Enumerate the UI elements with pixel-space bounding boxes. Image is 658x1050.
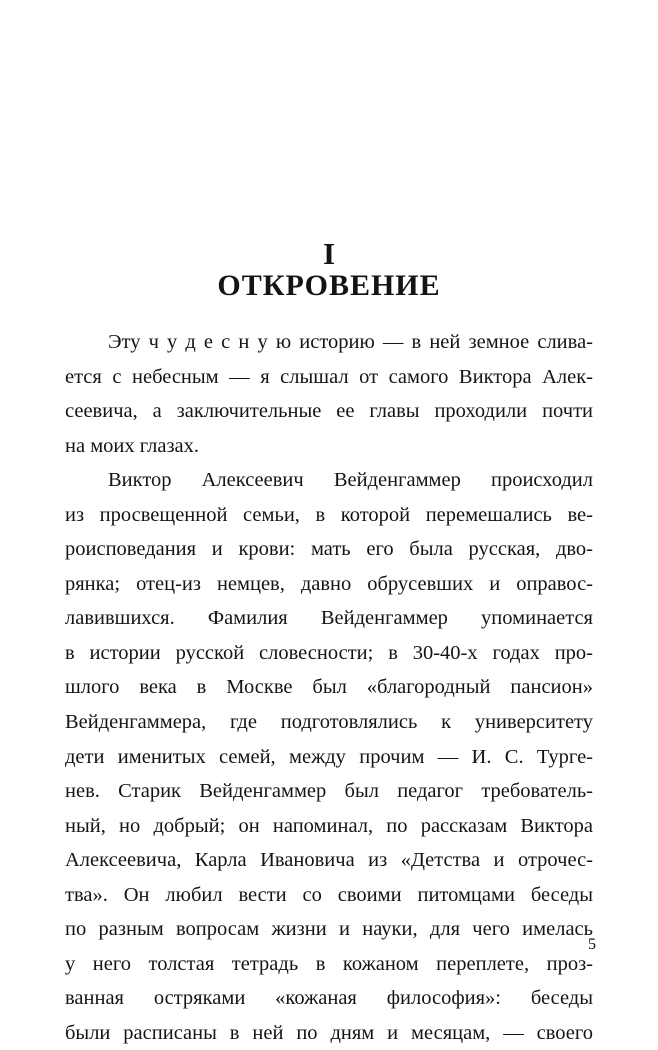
text-line: шлого века в Москве был «благородный пансион» (65, 676, 593, 699)
text-line: Виктор Алексеевич Вейденгаммер происходил (108, 469, 593, 492)
text-line: Эту ч у д е с н у ю историю — в ней земное слива- (108, 331, 593, 353)
chapter-title: ОТКРОВЕНИЕ (217, 269, 441, 302)
text-line: нев. Старик Вейденгаммер был педагог требователь- (65, 780, 593, 803)
text-line: из просвещенной семьи, в которой перемешались ве- (65, 503, 593, 526)
text-line: ный, но добрый; он напоминал, по рассказам Виктора (65, 814, 593, 837)
chapter-number: I (322, 236, 336, 271)
text-line: лавившихся. Фамилия Вейденгаммер упоминается (65, 607, 593, 630)
text-line: сеевича, а заключительные ее главы проходили почти (65, 400, 593, 423)
text-line: роисповедания и крови: мать его была русская, дво- (65, 538, 593, 561)
text-line: рянка; отец-из немцев, давно обрусевших и оправос- (65, 572, 593, 595)
text-line: ется с небесным — я слышал от самого Виктора Алек- (65, 365, 593, 388)
text-line: на моих глазах. (65, 434, 200, 457)
text-line: у него толстая тетрадь в кожаном переплете, проз- (65, 952, 593, 975)
text-line: по разным вопросам жизни и науки, для чего имелась (65, 918, 593, 941)
text-line: Алексеевича, Карла Ивановича из «Детства и отрочес- (65, 849, 593, 872)
text-line: Вейденгаммера, где подготовлялись к университету (65, 711, 593, 734)
body-text (65, 325, 593, 1050)
text-line: тва». Он любил вести со своими питомцами беседы (65, 883, 593, 906)
text-line: дети именитых семей, между прочим — И. С. Турге- (65, 745, 593, 768)
text-line: были расписаны в ней по дням и месяцам, — своего (65, 1021, 593, 1044)
page-number: 5 (588, 936, 596, 953)
text-line: ванная остряками «кожаная философия»: беседы (65, 987, 593, 1010)
text-line: в истории русской словесности; в 30-40-х годах про- (65, 641, 593, 664)
